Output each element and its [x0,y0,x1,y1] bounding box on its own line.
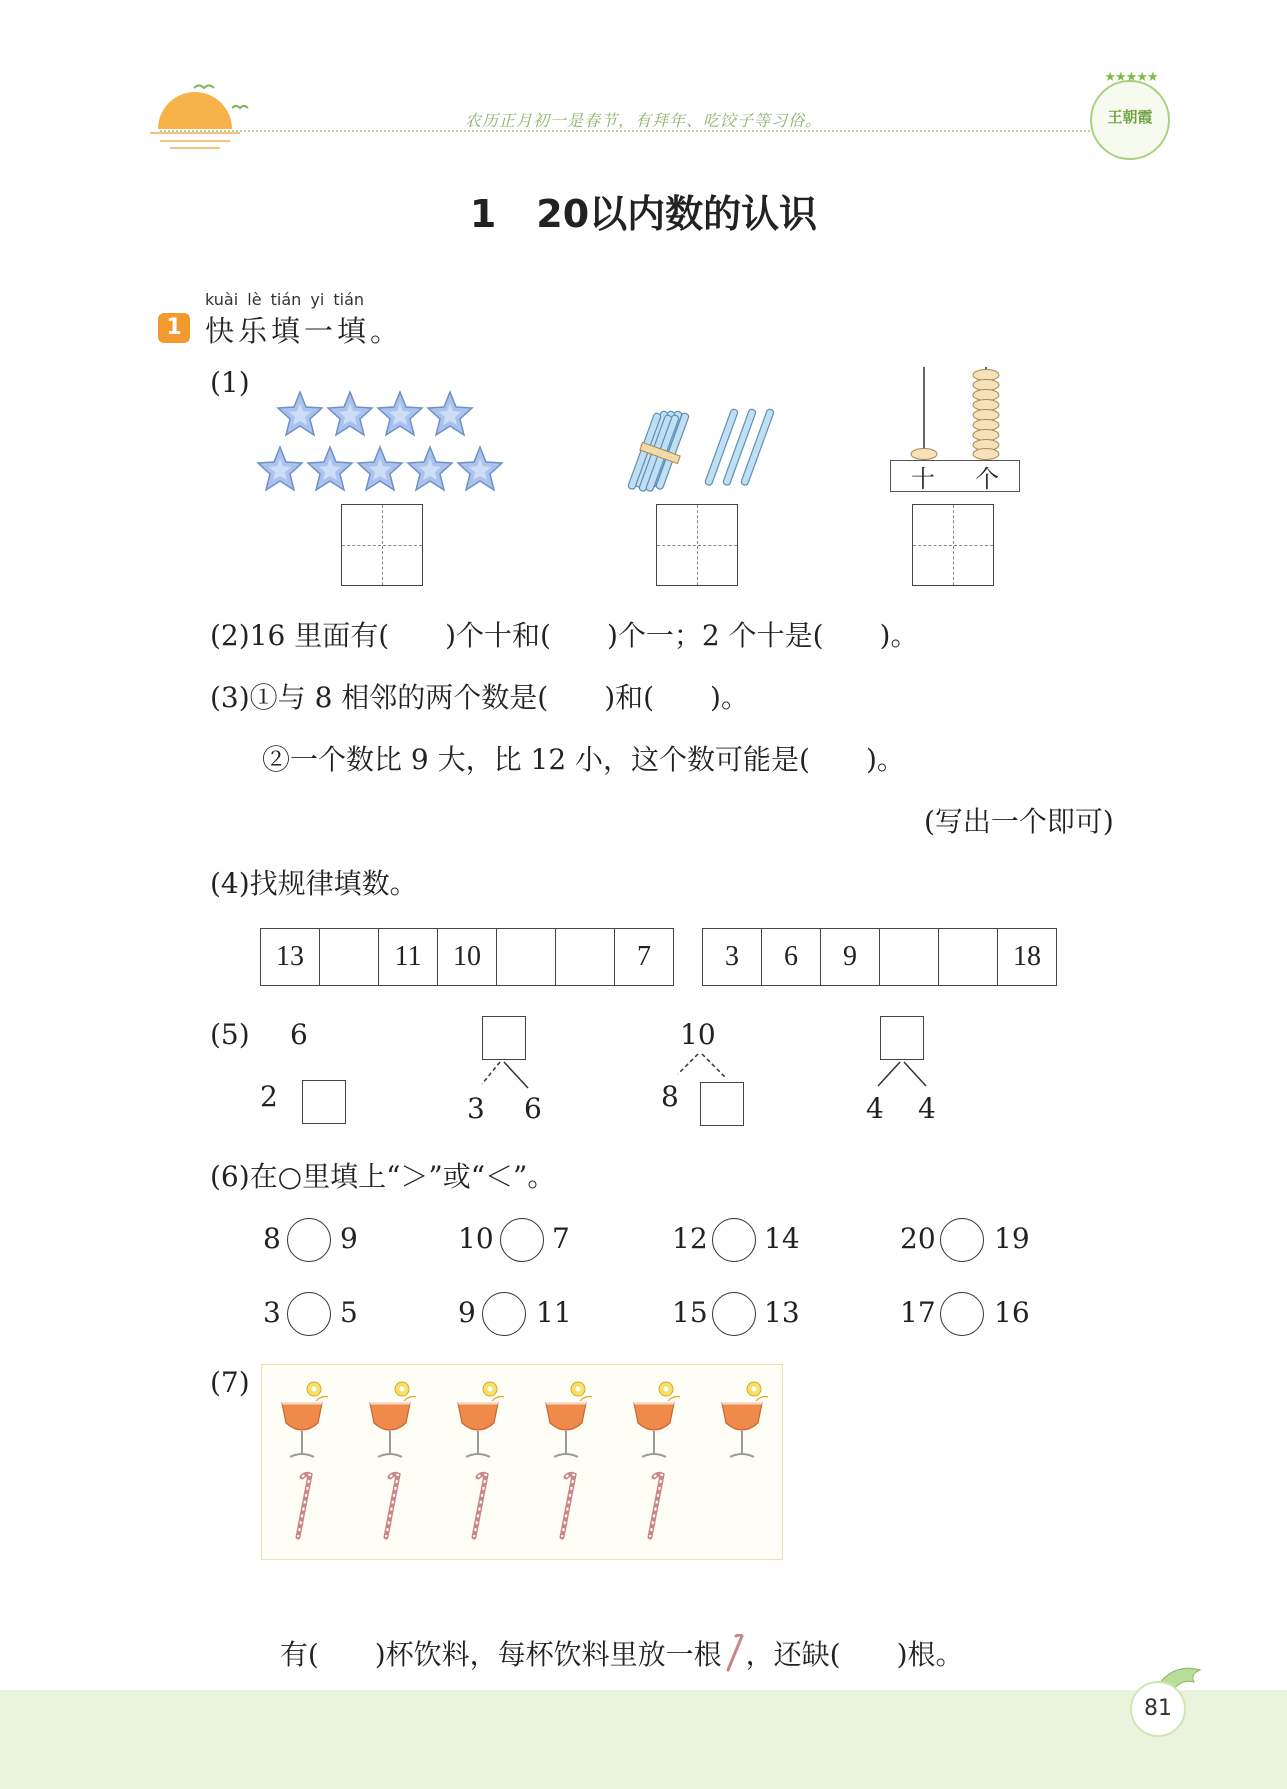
seq2-cell: 3 [703,929,762,986]
compare-circle[interactable] [712,1292,756,1336]
drink-icon [546,1382,592,1457]
bird-icon [192,82,252,116]
q5c-left: 8 [661,1080,679,1113]
star-icon [258,447,302,490]
seq2-cell-blank[interactable] [880,929,939,986]
star-icon [358,447,402,490]
drinks-illustration [262,1365,782,1559]
seq1-cell: 10 [438,929,497,986]
q1-label: (1) [210,366,250,399]
seq1-cell-blank[interactable] [497,929,556,986]
q3-note: (写出一个即可) [924,805,1114,838]
q5d-right: 4 [918,1092,936,1125]
q7-text-b: ，还缺( )根。 [745,1638,964,1671]
stars-illustration [255,385,515,500]
straw-icon [562,1474,574,1537]
footer-band [0,1690,1287,1789]
star-icon [408,447,452,490]
q6-left-value: 20 [900,1222,936,1255]
q6-right-value: 13 [764,1296,800,1329]
q6-right-value: 5 [340,1296,358,1329]
q3-part1: (3)①与 8 相邻的两个数是( )和( )。 [210,681,749,714]
star-icon [458,447,502,490]
section-title: 快乐填一填。 [205,314,404,348]
drink-icon [722,1382,768,1457]
star-icon [328,392,372,435]
star-icon [428,392,472,435]
compare-circle[interactable] [287,1292,331,1336]
title-number: 1 [469,192,497,236]
drink-icon [634,1382,680,1457]
badge-stars: ★★★★★ [1104,70,1158,85]
q5a-answer-box[interactable] [302,1080,346,1124]
q4-sequence-2 [702,928,1057,986]
q6-left-value: 17 [900,1296,936,1329]
seq1-cell: 11 [379,929,438,986]
q5c-top: 10 [680,1018,716,1051]
q3-part2: ②一个数比 9 大，比 12 小，这个数可能是( )。 [262,743,905,776]
q6-left-value: 8 [263,1222,281,1255]
compare-circle[interactable] [940,1292,984,1336]
q6-left-value: 15 [672,1296,708,1329]
q6-left-value: 12 [672,1222,708,1255]
q6-left-value: 3 [263,1296,281,1329]
q7-label: (7) [210,1366,250,1399]
compare-circle[interactable] [712,1218,756,1262]
section-pinyin: kuài lè tián yi tián [205,290,365,309]
q6-right-value: 7 [552,1222,570,1255]
straw-icon [298,1474,310,1537]
seq2-cell: 6 [762,929,821,986]
title-text: 20以内数的认识 [536,192,818,236]
q1-answer-box-stars[interactable] [341,504,423,586]
q5d-branch [868,1060,938,1090]
q5c-branch [672,1052,752,1082]
q5d-answer-box[interactable] [880,1016,924,1060]
seq1-cell: 13 [261,929,320,986]
straw-icon [650,1474,662,1537]
drink-icon [370,1382,416,1457]
sticks-illustration [618,405,778,500]
seq1-cell: 7 [615,929,674,986]
section-number-badge: 1 [158,313,190,343]
drink-icon [458,1382,504,1457]
seq2-cell: 9 [821,929,880,986]
q5-label: (5) [210,1018,250,1051]
q5b-branch [470,1060,540,1090]
q1-answer-box-abacus[interactable] [912,504,994,586]
straw-inline-icon [722,1634,746,1672]
q6-right-value: 11 [536,1296,572,1329]
drink-icon [282,1382,328,1457]
abacus-ones-label: 个 [975,465,999,493]
badge-text: 王朝霞 [1107,108,1153,126]
q5b-left: 3 [467,1092,485,1125]
q4-sequence-1 [260,928,674,986]
q5d-left: 4 [866,1092,884,1125]
q4-text: (4)找规律填数。 [210,867,418,900]
q2-text: (2)16 里面有( )个十和( )个一；2 个十是( )。 [210,619,919,652]
q5a-left: 2 [260,1080,278,1113]
q6-right-value: 16 [994,1296,1030,1329]
q6-text: (6)在○里填上“＞”或“＜”。 [210,1160,556,1193]
q5b-answer-box[interactable] [482,1016,526,1060]
q6-left-value: 10 [458,1222,494,1255]
straw-icon [386,1474,398,1537]
compare-circle[interactable] [500,1218,544,1262]
header-slogan: 农历正月初一是春节，有拜年、吃饺子等习俗。 [465,111,823,130]
q7-text [262,1600,964,1673]
q6-right-value: 19 [994,1222,1030,1255]
star-icon [378,392,422,435]
star-icon [308,447,352,490]
brand-badge [1090,70,1170,160]
q6-right-value: 14 [764,1222,800,1255]
drinks-panel [261,1364,783,1560]
compare-circle[interactable] [287,1218,331,1262]
seq1-cell-blank[interactable] [320,929,379,986]
q6-right-value: 9 [340,1222,358,1255]
page-title [0,183,1287,238]
q6-left-value: 9 [458,1296,476,1329]
abacus-tens-label: 十 [911,465,935,493]
page-number: 81 [1130,1681,1186,1737]
compare-circle[interactable] [940,1218,984,1262]
compare-circle[interactable] [482,1292,526,1336]
straw-icon [474,1474,486,1537]
q5b-right: 6 [524,1092,542,1125]
q1-answer-box-sticks[interactable] [656,504,738,586]
star-icon [278,392,322,435]
seq1-cell-blank[interactable] [556,929,615,986]
q5c-answer-box[interactable] [700,1082,744,1126]
seq2-cell: 18 [998,929,1057,986]
q7-text-a: 有( )杯饮料，每杯饮料里放一根 [279,1638,722,1671]
seq2-cell-blank[interactable] [939,929,998,986]
q5a-top: 6 [290,1018,308,1051]
